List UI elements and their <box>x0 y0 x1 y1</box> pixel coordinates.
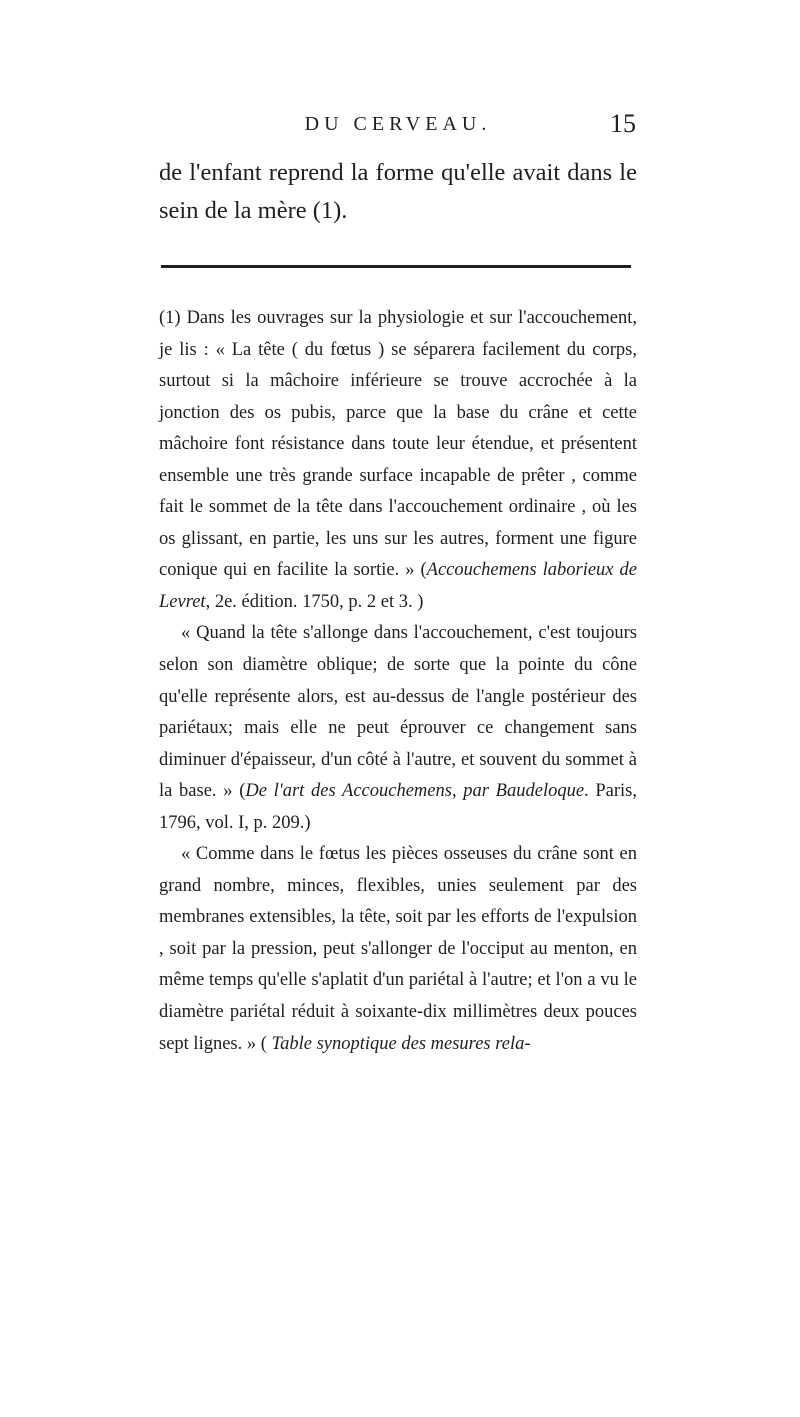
footnote <box>159 303 637 1060</box>
footnote-paragraph-3 <box>159 839 637 1060</box>
main-text: de l'enfant reprend la forme qu'elle avait dans le sein de la mère (1). <box>159 159 637 224</box>
footnote-p2-text: « Quand la tête s'allonge dans l'accouchement, c'est toujours selon son diamètre oblique; de sorte que la pointe du cône qu'elle représente alors, est au-dessus de l'angle postérieur des pariétaux; mais elle ne peut éprouver ce changement sans diminuer d'épaisseur, d'un côté à l'autre, et souvent du sommet à la base. » ( <box>159 623 637 802</box>
footnote-rule <box>161 265 631 268</box>
footnote-p1-text: (1) Dans les ouvrages sur la physiologie et sur l'accouchement, je lis : « La tête ( du fœtus ) se séparera facilement du corps, surtout si la mâchoire inférieure se trouve accrochée à la jonction des os pubis, parce que la base du crâne et cette mâchoire font résistance dans toute leur étendue, et présentent ensemble une très grande surface incapable de prêter , comme fait le sommet de la tête dans l'accouchement ordinaire , où les os glissant, en partie, les uns sur les autres, forment une figure conique qui en facilite la sortie. » ( <box>159 308 637 581</box>
footnote-p3-work-title: Table synoptique des mesures rela- <box>271 1033 531 1054</box>
footnote-paragraph-1 <box>159 303 637 618</box>
running-head <box>160 109 636 143</box>
footnote-p2-citation: . Paris, 1796, vol. I, p. 209.) <box>159 781 637 833</box>
footnote-p1-work-title: Accouchemens laborieux de Levret <box>159 560 637 612</box>
page-number: 15 <box>610 109 636 138</box>
footnote-p1-citation: , 2e. édition. 1750, p. 2 et 3. ) <box>205 591 424 612</box>
footnote-p2-work-title: De l'art des Accouchemens, par Baudeloque <box>245 781 585 802</box>
footnote-paragraph-2 <box>159 618 637 839</box>
running-title: DU CERVEAU. <box>304 113 492 135</box>
footnote-p3-text: « Comme dans le fœtus les pièces osseuses du crâne sont en grand nombre, minces, flexibles, unies seulement par des membranes extensibles, la tête, soit par les efforts de l'expulsion , soit par la pression, peut s'allonger de l'occiput au menton, en même temps qu'elle s'aplatit d'un pariétal à l'autre; et l'on a vu le diamètre pariétal réduit à soixante-dix millimètres deux pouces sept lignes. » ( <box>159 844 637 1054</box>
